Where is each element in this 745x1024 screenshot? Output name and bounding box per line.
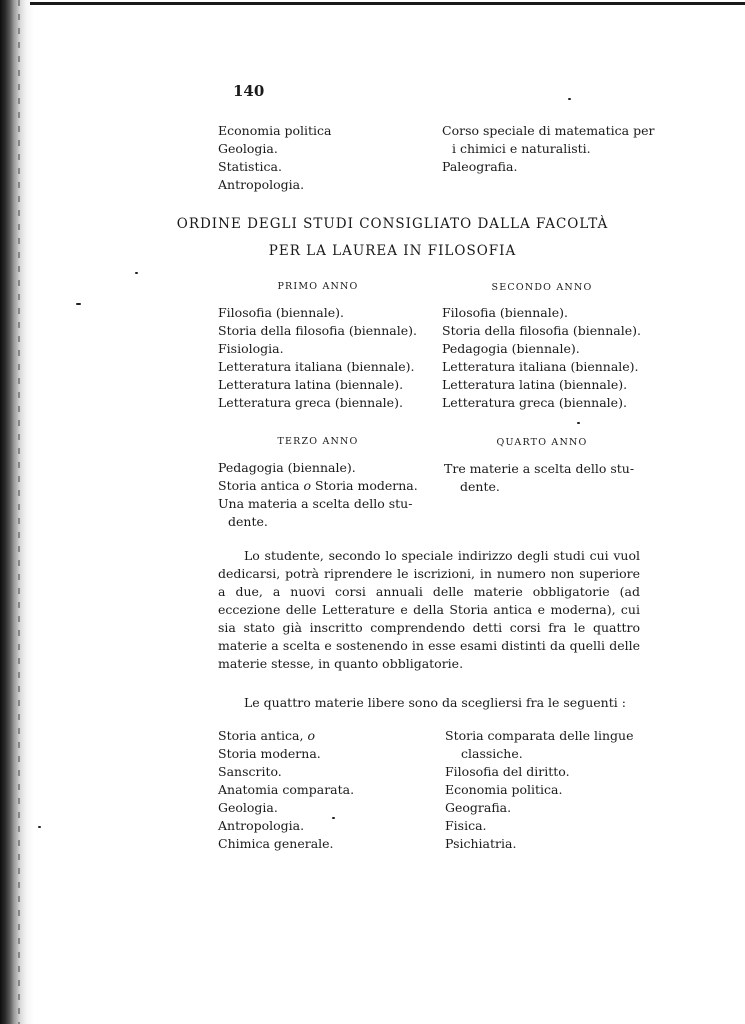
- list-item: Letteratura greca (biennale).: [442, 395, 627, 410]
- primo-anno-list: [218, 304, 417, 412]
- list-item: Tre materie a scelta dello stu-: [444, 461, 635, 476]
- list-item: Paleografia.: [442, 159, 518, 174]
- list-item: Antropologia.: [218, 818, 305, 833]
- list-item: Filosofia (biennale).: [218, 305, 344, 320]
- or-word: o: [307, 728, 315, 743]
- quarto-anno-list: [444, 460, 634, 496]
- list-item-text: Storia moderna.: [311, 478, 418, 493]
- list-item: Statistica.: [218, 159, 282, 174]
- list-item-continuation: dente.: [460, 479, 500, 494]
- list-item: Storia moderna.: [218, 746, 321, 761]
- page-number: 140: [233, 82, 265, 100]
- list-item: Letteratura italiana (biennale).: [442, 359, 639, 374]
- section-heading: ORDINE DEGLI STUDI CONSIGLIATO DALLA FACOLTÀ: [176, 216, 609, 232]
- list-item-continuation: classiche.: [461, 746, 523, 761]
- secondo-anno-list: [442, 304, 641, 412]
- paragraph-text: Lo studente, secondo lo speciale indirizzo degli studi cui vuol dedicarsi, potrà riprendere le iscrizioni, in numero non superiore a due, a nuovi corsi annuali delle materie obbligatorie (ad eccezione delle Letterature e della Storia antica e moderna), cui sia stato già inscritto comprendendo detti corsi fra le quattro materie a scelta e sostenendo in esse esami distinti da quelli delle materie stesse, in quanto obbligatorie.: [218, 548, 640, 671]
- list-item: Storia comparata delle lingue: [445, 728, 634, 743]
- list-item: i chimici e naturalisti.: [452, 141, 591, 156]
- list-item: Letteratura latina (biennale).: [218, 377, 404, 392]
- page-binding-edge: [0, 0, 34, 1024]
- speck: [577, 422, 580, 424]
- list-item: Storia della filosofia (biennale).: [442, 323, 641, 338]
- list-item: Letteratura latina (biennale).: [442, 377, 628, 392]
- speck: [135, 272, 138, 274]
- paragraph-text: Le quattro materie libere sono da scegliersi fra le seguenti :: [244, 695, 626, 710]
- terzo-anno-list: [218, 459, 418, 531]
- list-item: Pedagogia (biennale).: [218, 460, 356, 475]
- list-item: [218, 477, 418, 495]
- speck: [38, 826, 41, 828]
- list-item: Fisica.: [445, 818, 487, 833]
- list-item: Storia della filosofia (biennale).: [218, 323, 417, 338]
- list-item: Economia politica: [218, 123, 332, 138]
- list-item: Antropologia.: [218, 177, 305, 192]
- list-item-text: Storia antica,: [218, 728, 308, 743]
- list-item: Corso speciale di matematica per: [442, 123, 655, 138]
- list-item: Pedagogia (biennale).: [442, 341, 580, 356]
- body-paragraph-2: [218, 694, 640, 712]
- list-item: Fisiologia.: [218, 341, 284, 356]
- speck: [76, 303, 81, 305]
- list-item: Geologia.: [218, 141, 278, 156]
- or-word: o: [303, 478, 311, 493]
- electives-left-list: [218, 727, 354, 853]
- list-item: Geografia.: [445, 800, 512, 815]
- list-item: Psichiatria.: [445, 836, 517, 851]
- list-item: Geologia.: [218, 800, 278, 815]
- list-item-text: Storia antica: [218, 478, 304, 493]
- list-item: Filosofia del diritto.: [445, 764, 570, 779]
- electives-right-list: [445, 727, 633, 853]
- year-title-primo: PRIMO ANNO: [277, 281, 359, 292]
- section-subheading: PER LA LAUREA IN FILOSOFIA: [268, 243, 517, 259]
- list-item: Letteratura italiana (biennale).: [218, 359, 415, 374]
- top-right-list: [442, 122, 654, 176]
- list-item: Filosofia (biennale).: [442, 305, 568, 320]
- body-paragraph: [218, 547, 640, 673]
- list-item: Anatomia comparata.: [218, 782, 355, 797]
- list-item: Chimica generale.: [218, 836, 334, 851]
- year-title-terzo: TERZO ANNO: [277, 436, 359, 447]
- top-left-list: [218, 122, 332, 194]
- top-border-rule: [30, 2, 745, 5]
- list-item: Economia politica.: [445, 782, 563, 797]
- list-item: Sanscrito.: [218, 764, 282, 779]
- year-title-secondo: SECONDO ANNO: [491, 282, 593, 293]
- year-title-quarto: QUARTO ANNO: [496, 437, 588, 448]
- list-item: [218, 727, 354, 745]
- list-item: Letteratura greca (biennale).: [218, 395, 403, 410]
- list-item: Una materia a scelta dello stu-: [218, 496, 413, 511]
- speck: [568, 98, 571, 100]
- list-item-continuation: dente.: [228, 514, 268, 529]
